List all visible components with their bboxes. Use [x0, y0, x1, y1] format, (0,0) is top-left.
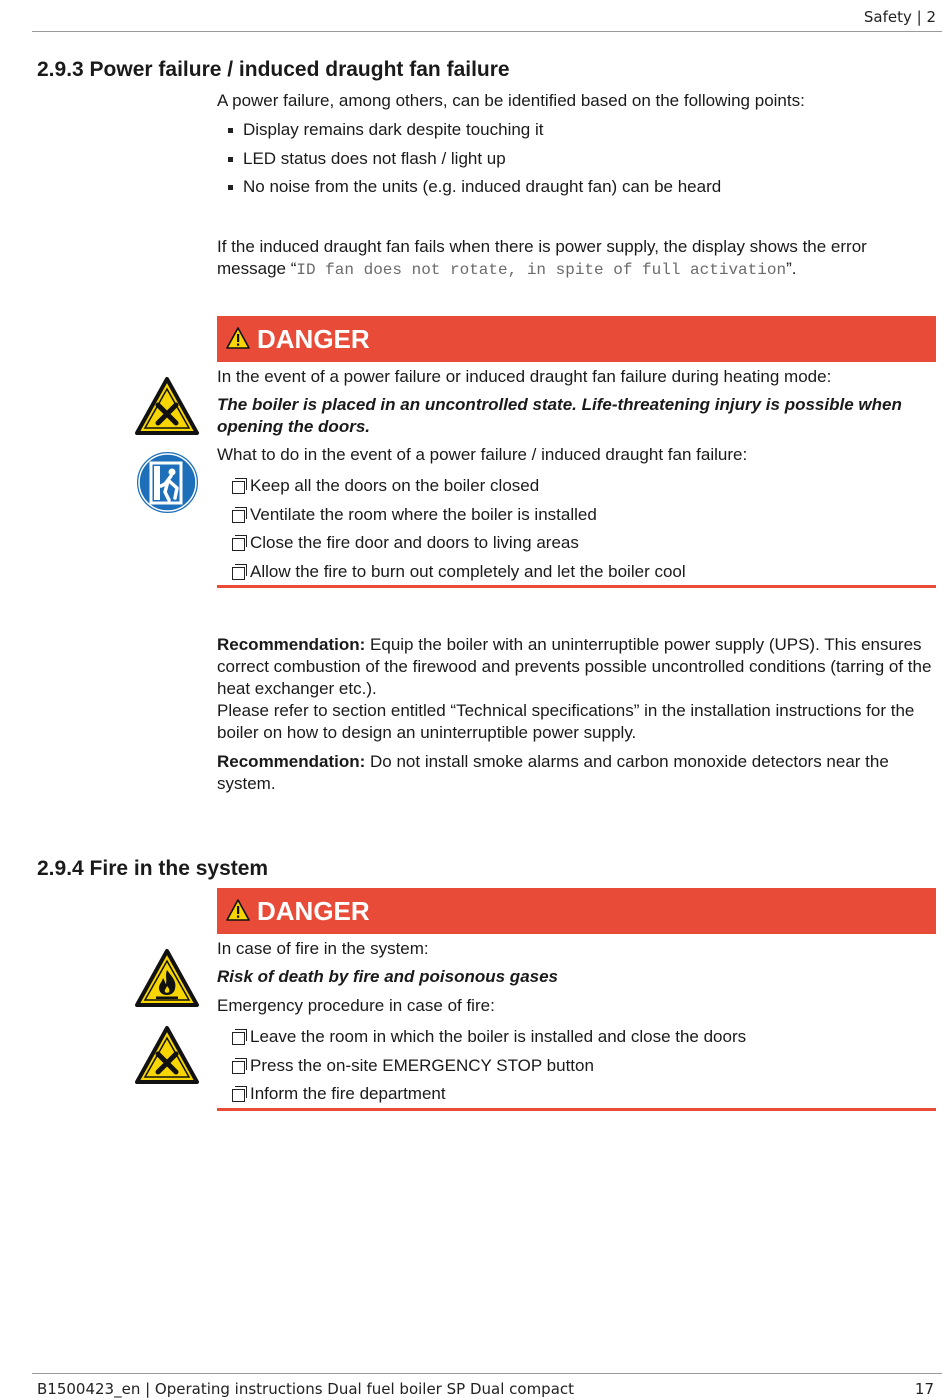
- list-item: No noise from the units (e.g. induced draught fan) can be heard: [217, 173, 939, 202]
- header-divider: [32, 31, 942, 32]
- recommendation-label: Recommendation:: [217, 752, 366, 771]
- section-2-9-3-intro-block: [217, 90, 939, 202]
- danger-2-context: In case of fire in the system:: [217, 939, 429, 958]
- checkbox-icon: [232, 1061, 245, 1074]
- list-item: Display remains dark despite touching it: [217, 116, 939, 145]
- checkbox-icon: [232, 1032, 245, 1045]
- list-item: Allow the fire to burn out completely and let the boiler cool: [217, 558, 939, 587]
- section-heading-2-9-4: 2.9.4 Fire in the system: [37, 857, 269, 880]
- danger-1-bottom-rule: [217, 585, 936, 588]
- page-number: 17: [914, 1380, 934, 1398]
- list-item: Close the fire door and doors to living areas: [217, 529, 939, 558]
- danger-1-content: [217, 366, 939, 586]
- harmful-substance-icon: [134, 1025, 200, 1085]
- header-section-label: Safety | 2: [863, 8, 936, 26]
- recommendation-1-more: Please refer to section entitled “Technical specifications” in the installation instructions for the boiler on how to design an uninterruptible power supply.: [217, 701, 915, 742]
- checkbox-icon: [232, 567, 245, 580]
- flammable-icon: [134, 948, 200, 1008]
- list-item: Keep all the doors on the boiler closed: [217, 472, 939, 501]
- symptom-list: [217, 116, 939, 202]
- danger-2-content: [217, 938, 939, 1109]
- intro-text: A power failure, among others, can be identified based on the following points:: [217, 91, 805, 110]
- list-item: Ventilate the room where the boiler is installed: [217, 501, 939, 530]
- checkbox-icon: [232, 1089, 245, 1102]
- checkbox-icon: [232, 510, 245, 523]
- section-heading-2-9-3: 2.9.3 Power failure / induced draught fan failure: [37, 58, 510, 81]
- checkbox-icon: [232, 481, 245, 494]
- danger-2-consequence: Risk of death by fire and poisonous gases: [217, 967, 559, 986]
- error-text-before: If the induced draught fan fails when there is power supply, the display shows the error message “: [217, 237, 867, 278]
- recommendation-label: Recommendation:: [217, 635, 366, 654]
- danger-2-procedure: Emergency procedure in case of fire:: [217, 996, 495, 1015]
- recommendations-block: [217, 634, 939, 795]
- danger-banner-2: [217, 888, 936, 934]
- warning-triangle-icon: [226, 327, 250, 349]
- list-item: LED status does not flash / light up: [217, 145, 939, 174]
- danger-1-consequence: The boiler is placed in an uncontrolled state. Life-threatening injury is possible when opening the doors.: [217, 395, 902, 436]
- danger-label: DANGER: [257, 896, 370, 926]
- danger-1-context: In the event of a power failure or induced draught fan failure during heating mode:: [217, 367, 832, 386]
- danger-label: DANGER: [257, 324, 370, 354]
- footer-divider: [32, 1373, 942, 1374]
- danger-banner-1: [217, 316, 936, 362]
- danger-2-steps: [217, 1023, 939, 1109]
- warning-triangle-icon: [226, 899, 250, 921]
- list-item: Leave the room in which the boiler is installed and close the doors: [217, 1023, 939, 1052]
- harmful-substance-icon: [134, 376, 200, 436]
- emergency-exit-door-icon: [135, 450, 200, 515]
- list-item: Press the on-site EMERGENCY STOP button: [217, 1052, 939, 1081]
- error-message-paragraph: [217, 236, 939, 281]
- error-text-after: ”.: [786, 259, 797, 278]
- danger-1-steps: [217, 472, 939, 586]
- error-code: ID fan does not rotate, in spite of full activation: [296, 261, 787, 279]
- recommendation-2: Recommendation: Do not install smoke alarms and carbon monoxide detectors near the system.: [217, 752, 889, 793]
- danger-1-what-to-do: What to do in the event of a power failure / induced draught fan failure:: [217, 445, 748, 464]
- footer-document-title: B1500423_en | Operating instructions Dual fuel boiler SP Dual compact: [37, 1380, 575, 1398]
- recommendation-1: Recommendation: Equip the boiler with an uninterruptible power supply (UPS). This ensures correct combustion of the firewood and prevents possible uncontrolled conditions (tarring of the heat exchanger etc.).: [217, 635, 932, 698]
- checkbox-icon: [232, 538, 245, 551]
- danger-2-bottom-rule: [217, 1108, 936, 1111]
- list-item: Inform the fire department: [217, 1080, 939, 1109]
